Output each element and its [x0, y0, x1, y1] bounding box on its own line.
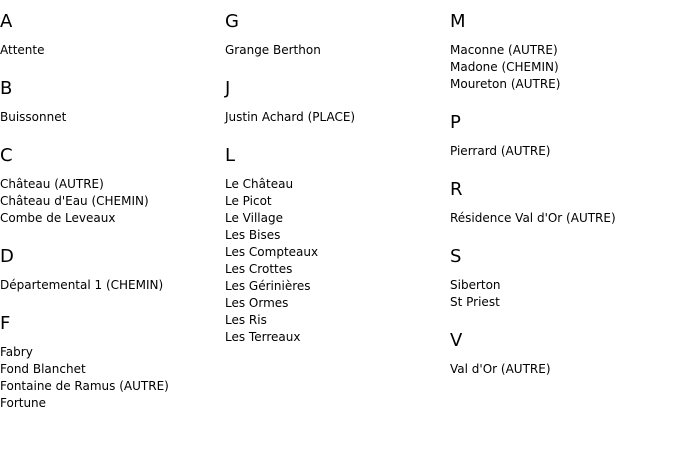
- letter-group: [0, 78, 225, 126]
- index-column: [0, 0, 225, 412]
- street-entry: Fontaine de Ramus (AUTRE): [0, 379, 169, 393]
- letter-group: [225, 78, 450, 126]
- letter-heading: S: [450, 246, 462, 267]
- letter-group: [450, 179, 675, 227]
- street-entry: Justin Achard (PLACE): [225, 110, 356, 124]
- letter-heading: L: [225, 145, 236, 166]
- entry-list: [0, 42, 225, 59]
- street-entry: Moureton (AUTRE): [450, 77, 561, 91]
- entry-list: [450, 361, 675, 378]
- street-entry: Buissonnet: [0, 110, 67, 124]
- index-column: [450, 0, 675, 378]
- letter-group: [450, 11, 675, 93]
- letter-group: [0, 246, 225, 294]
- street-entry: Madone (CHEMIN): [450, 60, 559, 74]
- index-column: [225, 0, 450, 346]
- street-entry: Le Picot: [225, 194, 272, 208]
- letter-heading: M: [450, 11, 466, 32]
- street-entry: Fabry: [0, 345, 33, 359]
- street-entry: Les Crottes: [225, 262, 293, 276]
- street-entry: Pierrard (AUTRE): [450, 144, 551, 158]
- letter-heading: C: [0, 145, 13, 166]
- street-entry: Grange Berthon: [225, 43, 321, 57]
- letter-heading: V: [450, 330, 463, 351]
- street-entry: Fond Blanchet: [0, 362, 86, 376]
- entry-list: [0, 277, 225, 294]
- street-entry: Val d'Or (AUTRE): [450, 362, 551, 376]
- street-entry: Château (AUTRE): [0, 177, 104, 191]
- street-entry: Combe de Leveaux: [0, 211, 116, 225]
- letter-group: [450, 112, 675, 160]
- entry-list: [450, 210, 675, 227]
- street-entry: Les Bises: [225, 228, 281, 242]
- letter-group: [450, 330, 675, 378]
- letter-heading: G: [225, 11, 239, 32]
- letter-group: [0, 11, 225, 59]
- entry-list: [225, 109, 450, 126]
- letter-heading: D: [0, 246, 14, 267]
- letter-heading: J: [225, 78, 231, 99]
- street-entry: St Priest: [450, 295, 500, 309]
- letter-heading: P: [450, 112, 461, 133]
- letter-group: [225, 145, 450, 346]
- entry-list: [450, 143, 675, 160]
- entry-list: [0, 176, 225, 227]
- street-entry: Attente: [0, 43, 45, 57]
- entry-list: [0, 109, 225, 126]
- letter-group: [450, 246, 675, 311]
- letter-heading: A: [0, 11, 13, 32]
- street-entry: Les Gérinières: [225, 279, 311, 293]
- street-entry: Le Château: [225, 177, 294, 191]
- street-entry: Les Ormes: [225, 296, 289, 310]
- street-entry: Résidence Val d'Or (AUTRE): [450, 211, 616, 225]
- street-entry: Départemental 1 (CHEMIN): [0, 278, 164, 292]
- entry-list: [450, 277, 675, 311]
- entry-list: [225, 42, 450, 59]
- street-entry: Les Compteaux: [225, 245, 319, 259]
- street-entry: Château d'Eau (CHEMIN): [0, 194, 149, 208]
- street-entry: Fortune: [0, 396, 47, 410]
- letter-heading: F: [0, 313, 11, 334]
- street-entry: Maconne (AUTRE): [450, 43, 558, 57]
- letter-group: [0, 145, 225, 227]
- letter-group: [225, 11, 450, 59]
- entry-list: [225, 176, 450, 346]
- entry-list: [450, 42, 675, 93]
- entry-list: [0, 344, 225, 412]
- letter-heading: B: [0, 78, 13, 99]
- street-entry: Siberton: [450, 278, 501, 292]
- street-entry: Les Terreaux: [225, 330, 301, 344]
- street-entry: Les Ris: [225, 313, 267, 327]
- street-entry: Le Village: [225, 211, 283, 225]
- letter-group: [0, 313, 225, 412]
- letter-heading: R: [450, 179, 463, 200]
